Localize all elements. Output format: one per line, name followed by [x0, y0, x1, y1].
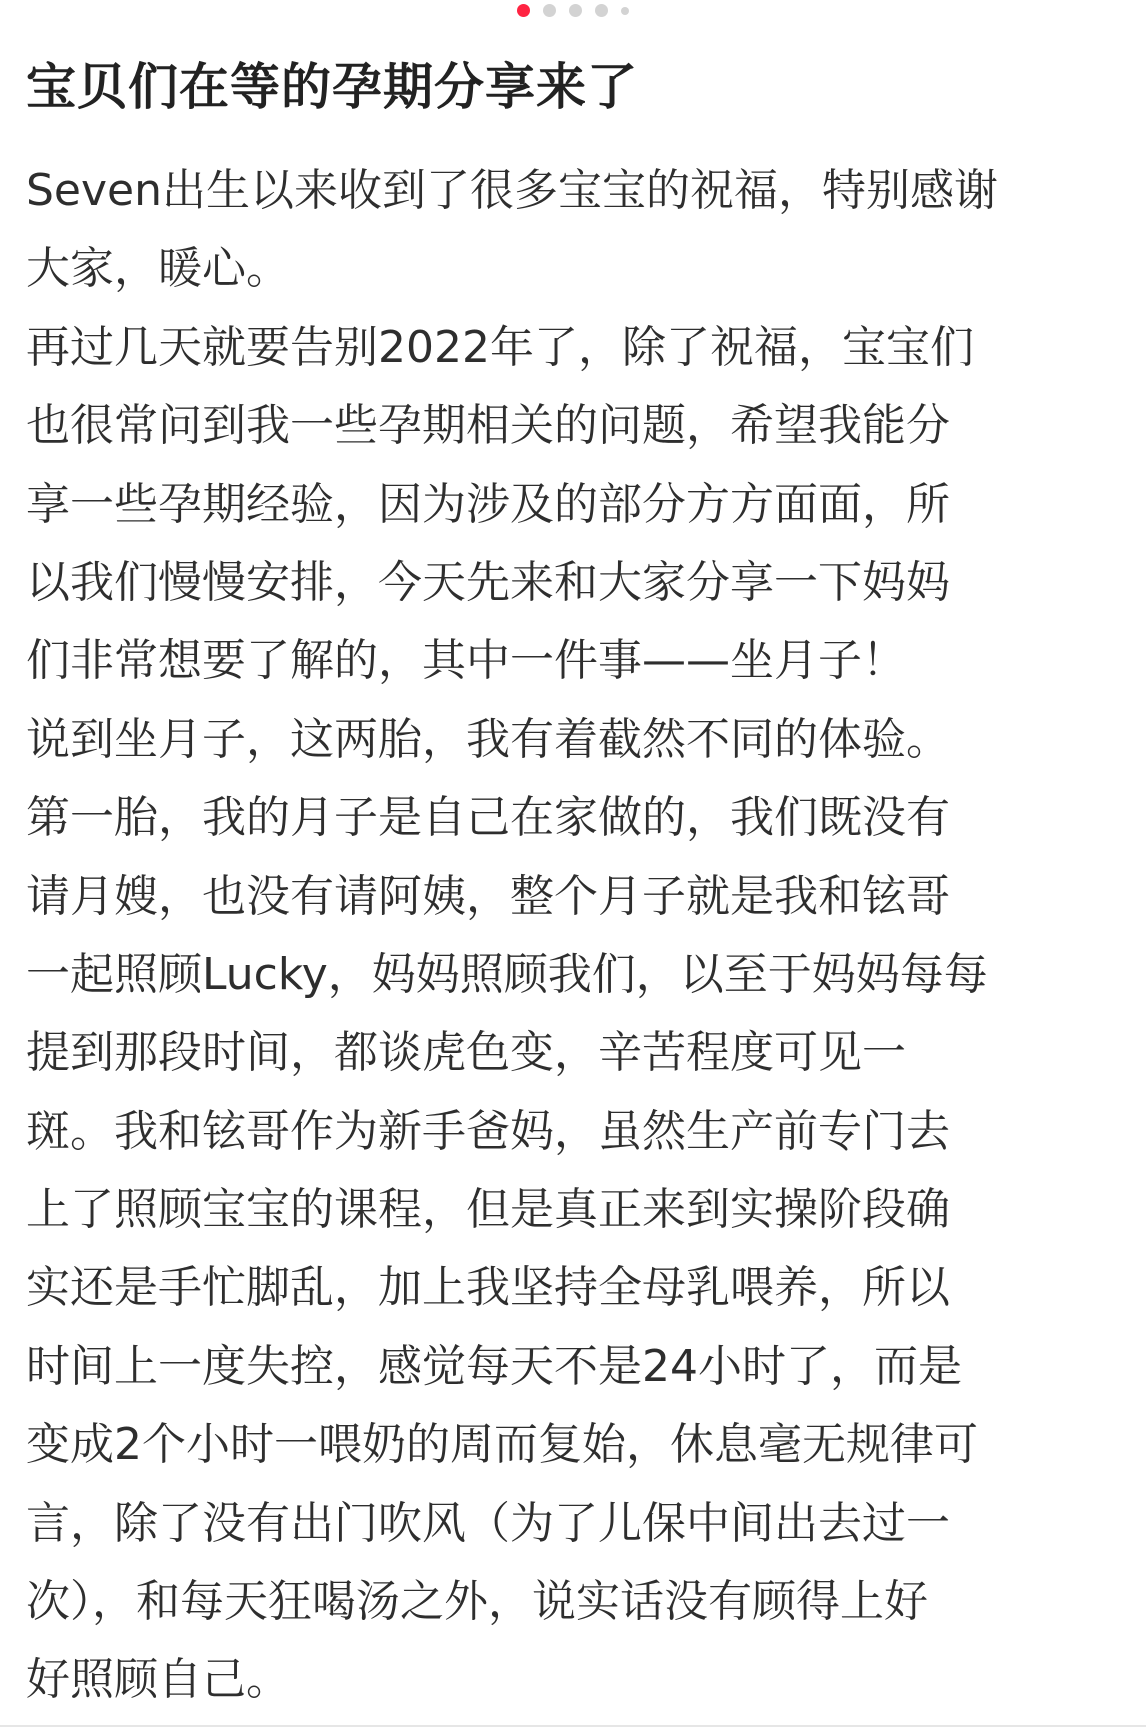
post-title: 宝贝们在等的孕期分享来了 [26, 58, 638, 116]
carousel-dot-3[interactable] [569, 4, 582, 17]
body-line: 实还是手忙脚乱，加上我坚持全母乳喂养，所以 [26, 1262, 950, 1314]
body-line: 上了照顾宝宝的课程，但是真正来到实操阶段确 [26, 1184, 950, 1236]
body-line: 也很常问到我一些孕期相关的问题，希望我能分 [26, 400, 950, 452]
body-line: 好照顾自己。 [26, 1654, 290, 1706]
carousel-dot-5[interactable] [621, 7, 629, 15]
body-line: 请月嫂，也没有请阿姨，整个月子就是我和铉哥 [26, 870, 950, 922]
post-body [26, 152, 1126, 1720]
carousel-dot-4[interactable] [595, 4, 608, 17]
body-line: 享一些孕期经验，因为涉及的部分方方面面，所 [26, 478, 950, 530]
body-line: 以我们慢慢安排，今天先来和大家分享一下妈妈 [26, 556, 950, 608]
body-line: 次），和每天狂喝汤之外，说实话没有顾得上好 [26, 1576, 928, 1628]
body-line: 斑。我和铉哥作为新手爸妈，虽然生产前专门去 [26, 1105, 950, 1157]
body-line: 提到那段时间，都谈虎色变，辛苦程度可见一 [26, 1027, 906, 1079]
carousel-indicator [0, 4, 1146, 17]
body-line: 说到坐月子，这两胎，我有着截然不同的体验。 [26, 713, 950, 765]
body-line: 再过几天就要告别2022年了，除了祝福，宝宝们 [26, 321, 974, 373]
carousel-dot-2[interactable] [543, 4, 556, 17]
body-line: 们非常想要了解的，其中一件事——坐月子！ [26, 635, 906, 687]
body-line: 变成2个小时一喂奶的周而复始，休息毫无规律可 [26, 1419, 978, 1471]
body-line: 言，除了没有出门吹风（为了儿保中间出去过一 [26, 1497, 950, 1549]
body-line: 大家，暖心。 [26, 243, 290, 295]
body-line: Seven出生以来收到了很多宝宝的祝福，特别感谢 [26, 165, 998, 216]
body-line: 一起照顾Lucky，妈妈照顾我们，以至于妈妈每每 [26, 948, 988, 1000]
body-line: 时间上一度失控，感觉每天不是24小时了，而是 [26, 1340, 962, 1392]
body-line: 第一胎，我的月子是自己在家做的，我们既没有 [26, 792, 950, 844]
carousel-dot-1[interactable] [517, 4, 530, 17]
